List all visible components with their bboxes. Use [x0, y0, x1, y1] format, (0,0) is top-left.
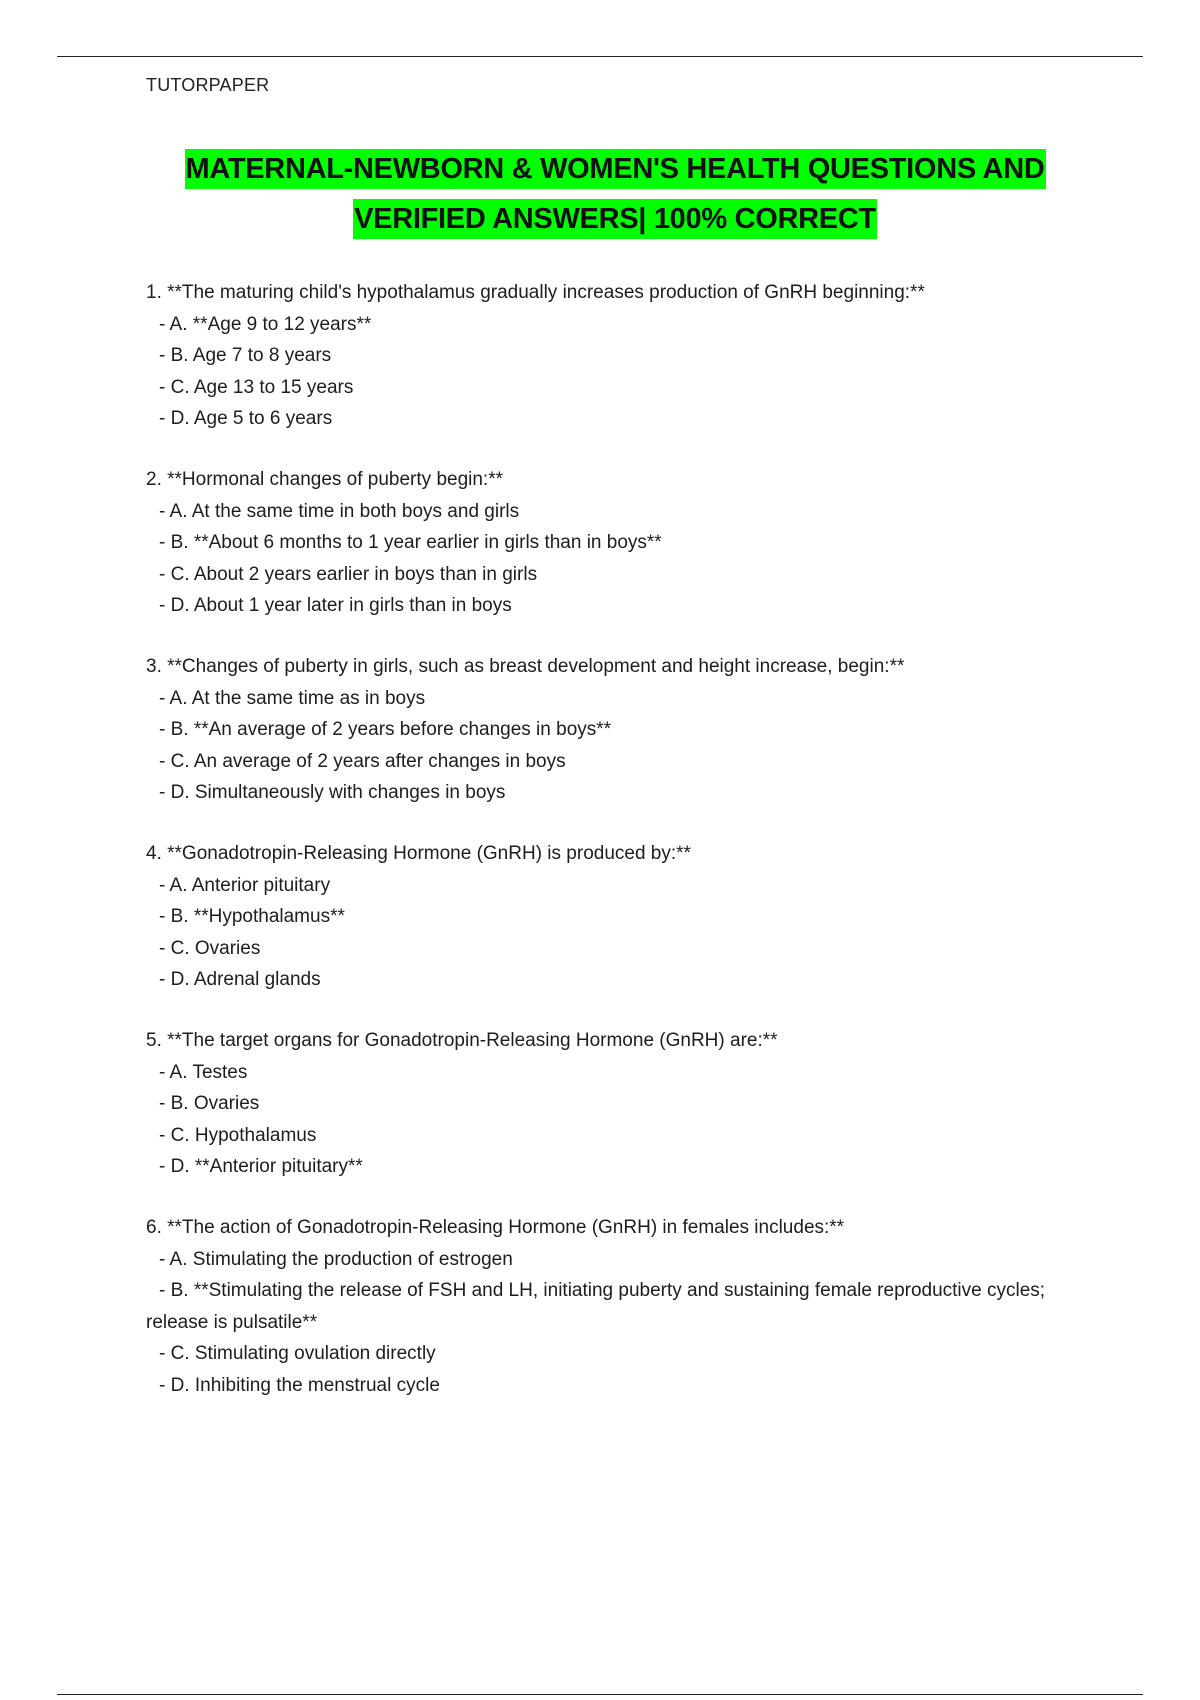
header-label: TUTORPAPER	[146, 75, 270, 95]
question-6	[146, 1212, 1076, 1401]
option-a: - A. Anterior pituitary	[159, 874, 331, 896]
question-stem: 1. **The maturing child's hypothalamus gradually increases production of GnRH beginning:**	[146, 282, 925, 303]
question-2	[146, 464, 1076, 622]
option-c: - C. Ovaries	[159, 937, 261, 959]
option-c: - C. Age 13 to 15 years	[159, 376, 354, 398]
question-stem: 4. **Gonadotropin-Releasing Hormone (GnRH) is produced by:**	[146, 843, 691, 864]
question-stem: 5. **The target organs for Gonadotropin-Releasing Hormone (GnRH) are:**	[146, 1030, 778, 1051]
question-stem: 2. **Hormonal changes of puberty begin:**	[146, 469, 504, 490]
option-b: - B. Age 7 to 8 years	[159, 345, 332, 366]
question-stem: 3. **Changes of puberty in girls, such as breast development and height increase, begin:**	[146, 656, 905, 677]
question-5	[146, 1025, 1076, 1183]
option-b: - B. **An average of 2 years before changes in boys**	[159, 719, 612, 740]
question-stem: 6. **The action of Gonadotropin-Releasing Hormone (GnRH) in females includes:**	[146, 1217, 845, 1238]
option-c: - C. Stimulating ovulation directly	[159, 1343, 436, 1364]
option-d: - D. Simultaneously with changes in boys	[159, 782, 506, 803]
title-line-1: MATERNAL-NEWBORN & WOMEN'S HEALTH QUESTIONS AND	[185, 149, 1046, 189]
title-line-2: VERIFIED ANSWERS| 100% CORRECT	[353, 199, 877, 239]
bottom-rule	[57, 1694, 1143, 1695]
option-b: - B. **Hypothalamus**	[159, 906, 345, 927]
option-c: - C. An average of 2 years after changes in boys	[159, 750, 566, 772]
option-b: - B. **Stimulating the release of FSH and LH, initiating puberty and sustaining female reproductive cycles; release is pulsatile**	[146, 1280, 1046, 1333]
option-a: - A. Stimulating the production of estrogen	[159, 1248, 513, 1270]
option-d: - D. About 1 year later in girls than in boys	[159, 595, 512, 616]
option-d: - D. Inhibiting the menstrual cycle	[159, 1374, 440, 1396]
top-rule	[57, 56, 1143, 57]
option-b: - B. **About 6 months to 1 year earlier in girls than in boys**	[159, 532, 662, 553]
question-4	[146, 838, 1076, 996]
document-title	[120, 144, 1110, 244]
question-3	[146, 651, 1076, 809]
option-c: - C. Hypothalamus	[159, 1124, 317, 1146]
option-a: - A. **Age 9 to 12 years**	[159, 313, 372, 335]
question-list	[146, 277, 1076, 1431]
option-d: - D. **Anterior pituitary**	[159, 1156, 363, 1177]
option-a: - A. At the same time in both boys and girls	[159, 500, 520, 522]
question-1	[146, 277, 1076, 435]
option-a: - A. At the same time as in boys	[159, 687, 426, 709]
option-c: - C. About 2 years earlier in boys than in girls	[159, 563, 538, 585]
option-d: - D. Age 5 to 6 years	[159, 408, 333, 429]
option-a: - A. Testes	[159, 1061, 248, 1083]
option-b: - B. Ovaries	[159, 1093, 260, 1114]
option-d: - D. Adrenal glands	[159, 969, 321, 990]
